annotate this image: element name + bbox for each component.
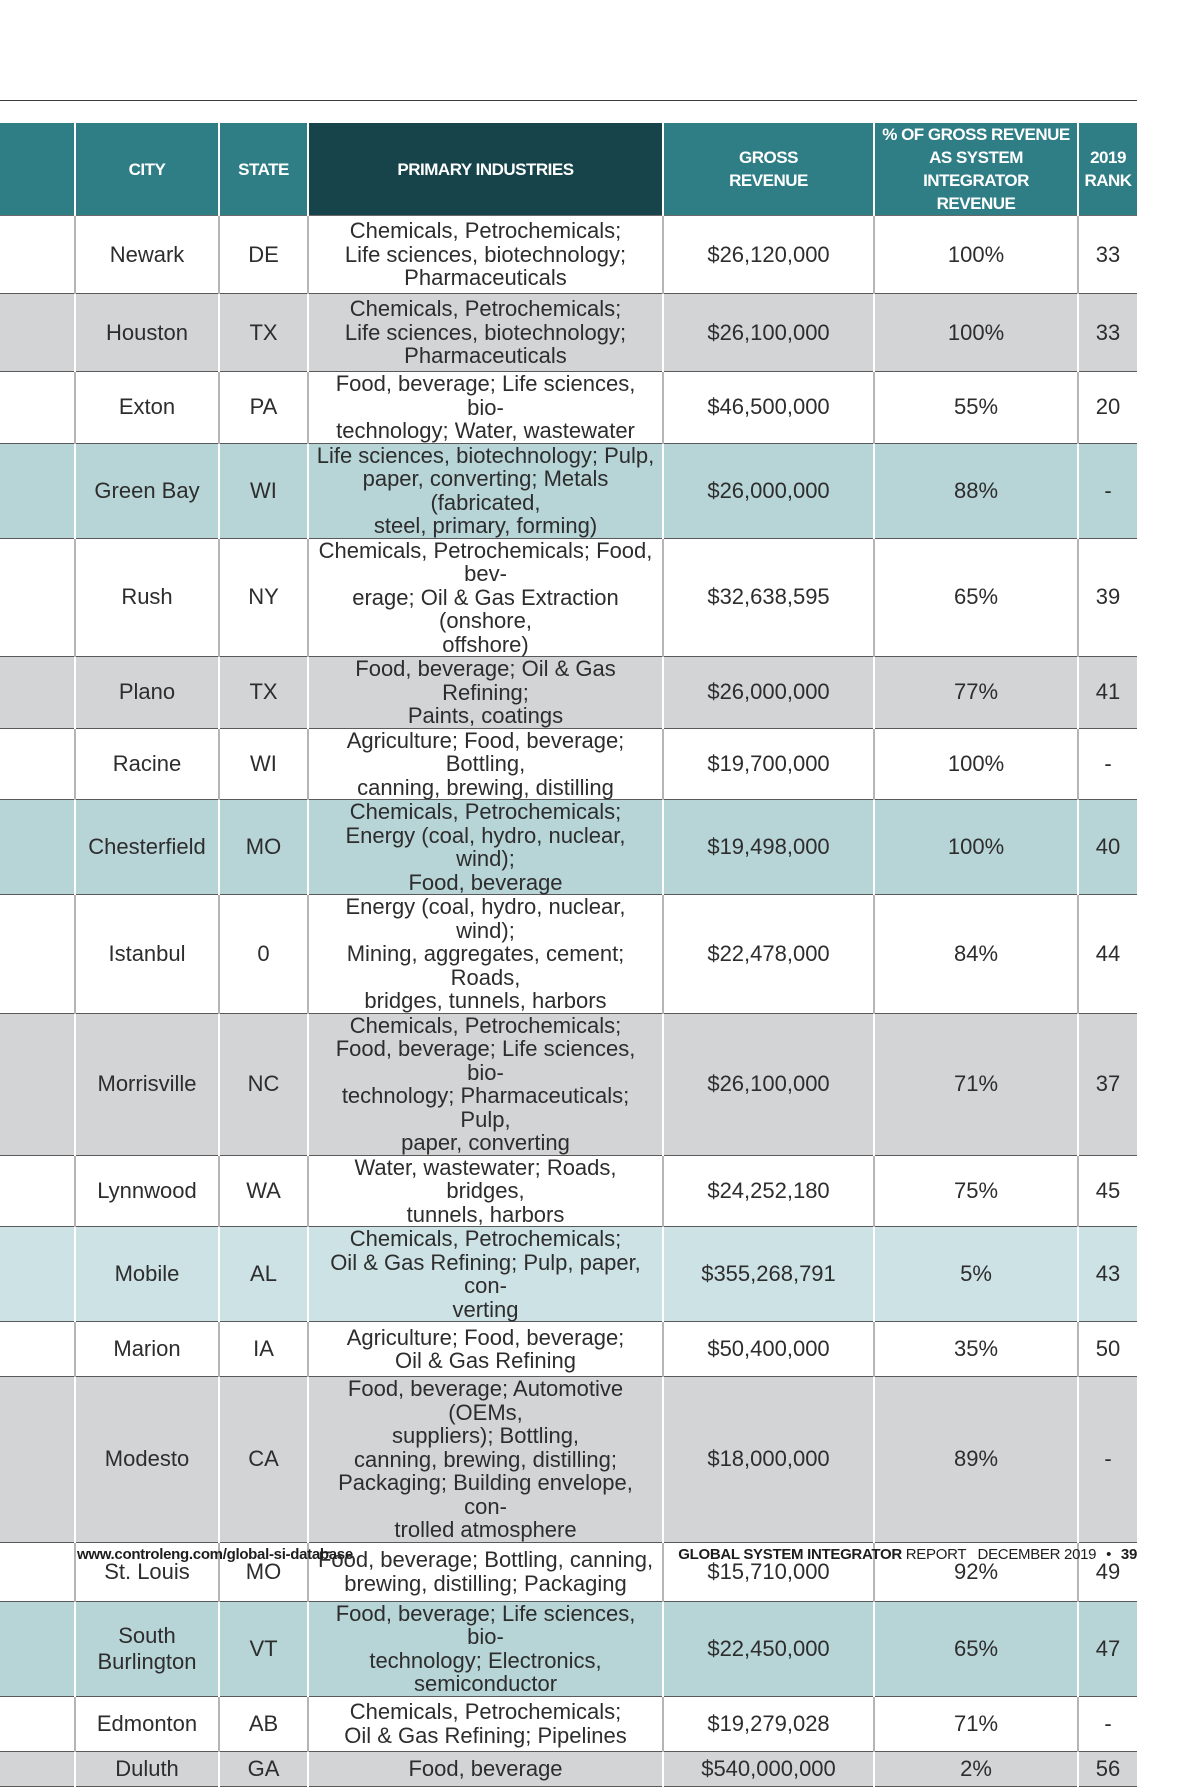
primary-industries-cell: Food, beverage; Automotive (OEMs, suppliers); Bottling, canning, brewing, distilling; Packaging; Building envelope, con- trolled atmosphere: [308, 1377, 663, 1543]
footer-page-number: 39: [1120, 1546, 1137, 1563]
state-cell: AL: [219, 1227, 308, 1322]
percent-si-revenue-cell: 71%: [874, 1696, 1078, 1751]
city-cell: Istanbul: [75, 895, 219, 1014]
percent-si-revenue-cell: 77%: [874, 657, 1078, 729]
primary-industries-cell: Agriculture; Food, beverage; Bottling, canning, brewing, distilling: [308, 728, 663, 800]
primary-industries-cell: Chemicals, Petrochemicals; Oil & Gas Refining; Pulp, paper, con- verting: [308, 1227, 663, 1322]
table-row: [0, 1601, 1137, 1696]
rank-cell: 49: [1078, 1542, 1137, 1601]
header-percent-si-revenue: % OF GROSS REVENUE AS SYSTEM INTEGRATOR REVENUE: [874, 123, 1078, 216]
rank-cell: -: [1078, 1696, 1137, 1751]
state-cell: TX: [219, 294, 308, 372]
row-blank-cell: [0, 216, 75, 294]
row-blank-cell: [0, 728, 75, 800]
row-blank-cell: [0, 1322, 75, 1377]
primary-industries-cell: Agriculture; Food, beverage; Oil & Gas Refining: [308, 1322, 663, 1377]
percent-si-revenue-cell: 75%: [874, 1155, 1078, 1227]
row-blank-cell: [0, 1696, 75, 1751]
city-cell: Plano: [75, 657, 219, 729]
state-cell: TX: [219, 657, 308, 729]
rank-cell: 44: [1078, 895, 1137, 1014]
city-cell: Duluth: [75, 1751, 219, 1786]
header-gross-revenue: GROSS REVENUE: [663, 123, 874, 216]
table-row: [0, 294, 1137, 372]
percent-si-revenue-cell: 65%: [874, 1601, 1078, 1696]
row-blank-cell: [0, 1751, 75, 1786]
footer-url: www.controleng.com/global-si-database: [77, 1546, 353, 1563]
row-blank-cell: [0, 800, 75, 895]
rank-cell: 56: [1078, 1751, 1137, 1786]
footer-report-line: [678, 1546, 1137, 1563]
state-cell: NY: [219, 538, 308, 657]
row-blank-cell: [0, 1601, 75, 1696]
table-row: [0, 895, 1137, 1014]
primary-industries-cell: Chemicals, Petrochemicals; Energy (coal, hydro, nuclear, wind); Food, beverage: [308, 800, 663, 895]
primary-industries-cell: Food, beverage; Oil & Gas Refining; Paints, coatings: [308, 657, 663, 729]
city-cell: Racine: [75, 728, 219, 800]
state-cell: WI: [219, 443, 308, 538]
percent-si-revenue-cell: 84%: [874, 895, 1078, 1014]
percent-si-revenue-cell: 100%: [874, 728, 1078, 800]
city-cell: South Burlington: [75, 1601, 219, 1696]
footer-report-title: GLOBAL SYSTEM INTEGRATOR: [678, 1546, 902, 1563]
city-cell: Marion: [75, 1322, 219, 1377]
rank-cell: -: [1078, 1377, 1137, 1543]
primary-industries-cell: Water, wastewater; Roads, bridges, tunnels, harbors: [308, 1155, 663, 1227]
city-cell: Rush: [75, 538, 219, 657]
table-row: [0, 1013, 1137, 1155]
primary-industries-cell: Food, beverage: [308, 1751, 663, 1786]
state-cell: IA: [219, 1322, 308, 1377]
gross-revenue-cell: $22,478,000: [663, 895, 874, 1014]
state-cell: WI: [219, 728, 308, 800]
percent-si-revenue-cell: 5%: [874, 1227, 1078, 1322]
city-cell: Exton: [75, 372, 219, 444]
gross-revenue-cell: $355,268,791: [663, 1227, 874, 1322]
row-blank-cell: [0, 443, 75, 538]
table-row: [0, 1377, 1137, 1543]
rank-cell: 45: [1078, 1155, 1137, 1227]
city-cell: Edmonton: [75, 1696, 219, 1751]
rank-cell: 37: [1078, 1013, 1137, 1155]
rank-cell: 39: [1078, 538, 1137, 657]
table-row: [0, 1322, 1137, 1377]
gross-revenue-cell: $26,120,000: [663, 216, 874, 294]
percent-si-revenue-cell: 100%: [874, 294, 1078, 372]
gross-revenue-cell: $26,000,000: [663, 657, 874, 729]
gross-revenue-cell: $19,700,000: [663, 728, 874, 800]
city-cell: St. Louis: [75, 1542, 219, 1601]
percent-si-revenue-cell: 71%: [874, 1013, 1078, 1155]
gross-revenue-cell: $22,450,000: [663, 1601, 874, 1696]
gross-revenue-cell: $15,710,000: [663, 1542, 874, 1601]
row-blank-cell: [0, 1227, 75, 1322]
state-cell: AB: [219, 1696, 308, 1751]
state-cell: PA: [219, 372, 308, 444]
table-row: [0, 443, 1137, 538]
footer-issue: DECEMBER 2019: [977, 1546, 1097, 1563]
state-cell: MO: [219, 1542, 308, 1601]
city-cell: Lynnwood: [75, 1155, 219, 1227]
row-blank-cell: [0, 372, 75, 444]
rank-cell: 33: [1078, 294, 1137, 372]
city-cell: Green Bay: [75, 443, 219, 538]
header-rank: 2019 RANK: [1078, 123, 1137, 216]
rank-cell: 43: [1078, 1227, 1137, 1322]
table-row: [0, 1155, 1137, 1227]
primary-industries-cell: Life sciences, biotechnology; Pulp, paper, converting; Metals (fabricated, steel, primary, forming): [308, 443, 663, 538]
state-cell: CA: [219, 1377, 308, 1543]
footer-bullet: •: [1106, 1546, 1112, 1563]
primary-industries-cell: Chemicals, Petrochemicals; Life sciences, biotechnology; Pharmaceuticals: [308, 294, 663, 372]
table-row: [0, 728, 1137, 800]
percent-si-revenue-cell: 65%: [874, 538, 1078, 657]
rank-cell: -: [1078, 728, 1137, 800]
state-cell: DE: [219, 216, 308, 294]
state-cell: NC: [219, 1013, 308, 1155]
city-cell: Chesterfield: [75, 800, 219, 895]
row-blank-cell: [0, 1155, 75, 1227]
state-cell: GA: [219, 1751, 308, 1786]
city-cell: Morrisville: [75, 1013, 219, 1155]
percent-si-revenue-cell: 55%: [874, 372, 1078, 444]
top-rule: [0, 100, 1137, 101]
table-row: [0, 372, 1137, 444]
percent-si-revenue-cell: 35%: [874, 1322, 1078, 1377]
percent-si-revenue-cell: 92%: [874, 1542, 1078, 1601]
state-cell: VT: [219, 1601, 308, 1696]
table-header-row: [0, 123, 1137, 216]
table-row: [0, 216, 1137, 294]
rank-cell: 20: [1078, 372, 1137, 444]
gross-revenue-cell: $26,000,000: [663, 443, 874, 538]
rank-cell: 41: [1078, 657, 1137, 729]
rank-cell: -: [1078, 443, 1137, 538]
row-blank-cell: [0, 538, 75, 657]
primary-industries-cell: Chemicals, Petrochemicals; Life sciences, biotechnology; Pharmaceuticals: [308, 216, 663, 294]
state-cell: MO: [219, 800, 308, 895]
rank-cell: 47: [1078, 1601, 1137, 1696]
city-cell: Mobile: [75, 1227, 219, 1322]
system-integrator-table: [0, 123, 1137, 1787]
row-blank-cell: [0, 1377, 75, 1543]
primary-industries-cell: Energy (coal, hydro, nuclear, wind); Mining, aggregates, cement; Roads, bridges, tunnels, harbors: [308, 895, 663, 1014]
gross-revenue-cell: $26,100,000: [663, 1013, 874, 1155]
table-row: [0, 1227, 1137, 1322]
gross-revenue-cell: $46,500,000: [663, 372, 874, 444]
primary-industries-cell: Chemicals, Petrochemicals; Food, bev- erage; Oil & Gas Extraction (onshore, offshore): [308, 538, 663, 657]
footer-report-word: REPORT: [905, 1546, 966, 1563]
header-blank: [0, 123, 75, 216]
gross-revenue-cell: $18,000,000: [663, 1377, 874, 1543]
table-row: [0, 538, 1137, 657]
primary-industries-cell: Chemicals, Petrochemicals; Oil & Gas Refining; Pipelines: [308, 1696, 663, 1751]
table-row: [0, 1696, 1137, 1751]
rank-cell: 33: [1078, 216, 1137, 294]
gross-revenue-cell: $19,279,028: [663, 1696, 874, 1751]
header-state: STATE: [219, 123, 308, 216]
gross-revenue-cell: $24,252,180: [663, 1155, 874, 1227]
primary-industries-cell: Food, beverage; Bottling, canning, brewing, distilling; Packaging: [308, 1542, 663, 1601]
table-row: [0, 657, 1137, 729]
header-city: CITY: [75, 123, 219, 216]
row-blank-cell: [0, 294, 75, 372]
percent-si-revenue-cell: 2%: [874, 1751, 1078, 1786]
gross-revenue-cell: $540,000,000: [663, 1751, 874, 1786]
state-cell: WA: [219, 1155, 308, 1227]
row-blank-cell: [0, 1013, 75, 1155]
table-row: [0, 800, 1137, 895]
state-cell: 0: [219, 895, 308, 1014]
percent-si-revenue-cell: 89%: [874, 1377, 1078, 1543]
row-blank-cell: [0, 895, 75, 1014]
header-primary-industries: PRIMARY INDUSTRIES: [308, 123, 663, 216]
rank-cell: 50: [1078, 1322, 1137, 1377]
primary-industries-cell: Chemicals, Petrochemicals; Food, beverage; Life sciences, bio- technology; Pharmaceuticals; Pulp, paper, converting: [308, 1013, 663, 1155]
percent-si-revenue-cell: 100%: [874, 216, 1078, 294]
percent-si-revenue-cell: 100%: [874, 800, 1078, 895]
row-blank-cell: [0, 657, 75, 729]
gross-revenue-cell: $26,100,000: [663, 294, 874, 372]
gross-revenue-cell: $50,400,000: [663, 1322, 874, 1377]
primary-industries-cell: Food, beverage; Life sciences, bio- technology; Electronics, semiconductor: [308, 1601, 663, 1696]
primary-industries-cell: Food, beverage; Life sciences, bio- technology; Water, wastewater: [308, 372, 663, 444]
rank-cell: 40: [1078, 800, 1137, 895]
percent-si-revenue-cell: 88%: [874, 443, 1078, 538]
row-blank-cell: [0, 1542, 75, 1601]
gross-revenue-cell: $19,498,000: [663, 800, 874, 895]
city-cell: Modesto: [75, 1377, 219, 1543]
table-row: [0, 1751, 1137, 1786]
gross-revenue-cell: $32,638,595: [663, 538, 874, 657]
city-cell: Newark: [75, 216, 219, 294]
city-cell: Houston: [75, 294, 219, 372]
